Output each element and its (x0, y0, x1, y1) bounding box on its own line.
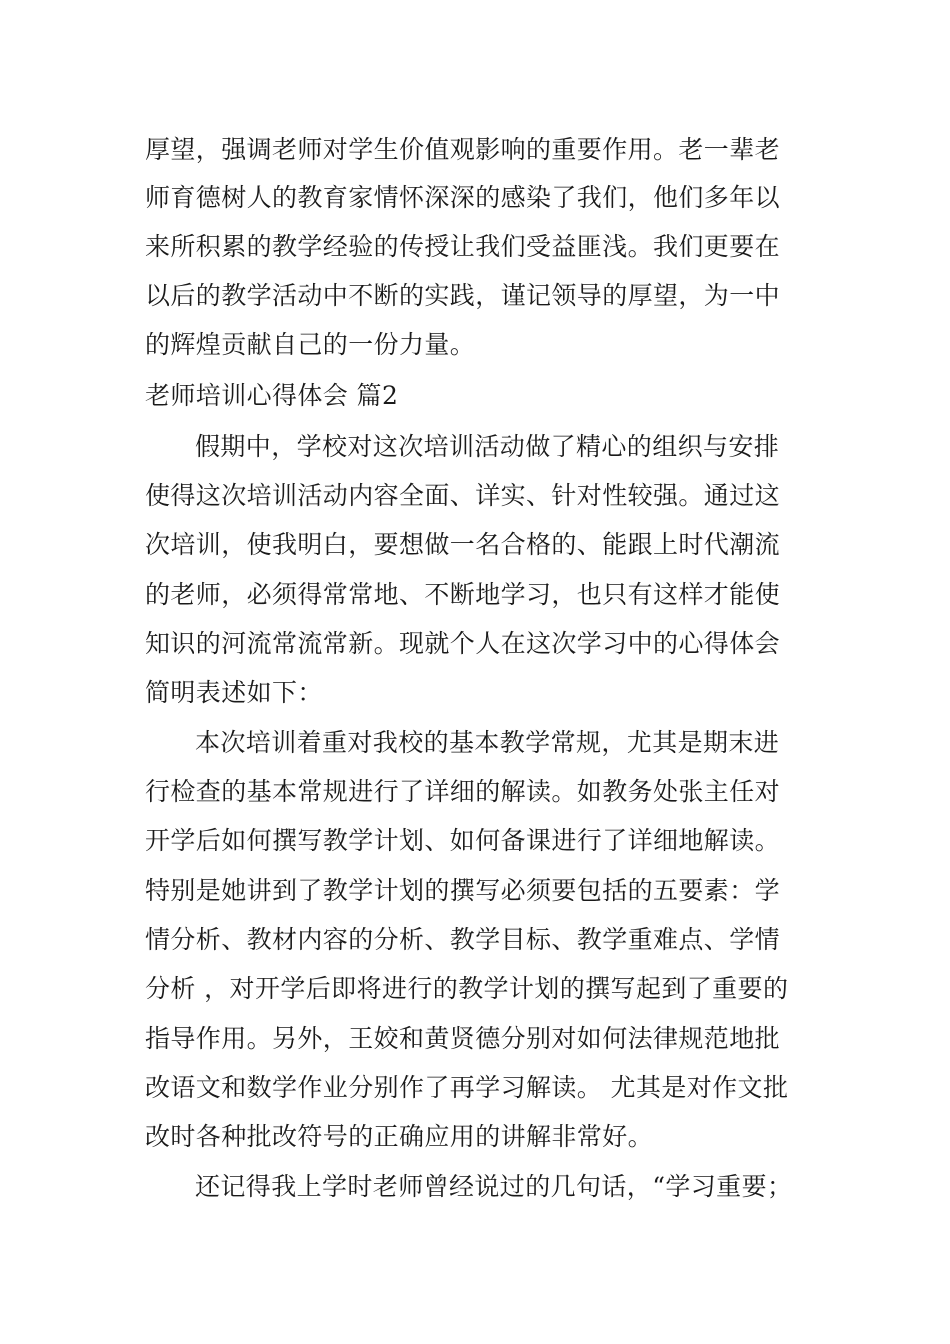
paragraph-line: 知识的河流常流常新。现就个人在这次学习中的心得体会 (145, 629, 781, 658)
paragraph-line: 指导作用。另外，王姣和黄贤德分别对如何法律规范地批 (145, 1024, 781, 1053)
paragraph-line: 分析 ，对开学后即将进行的教学计划的撰写起到了重要的 (145, 974, 789, 1003)
paragraph-line: 还记得我上学时老师曾经说过的几句话，“学习重要； (195, 1172, 793, 1201)
paragraph-line: 改语文和数学作业分别作了再学习解读。 尤其是对作文批 (145, 1073, 789, 1102)
paragraph-line: 简明表述如下： (145, 678, 323, 707)
paragraph-line: 以后的教学活动中不断的实践，谨记领导的厚望，为一中 (145, 281, 781, 310)
paragraph-line: 使得这次培训活动内容全面、详实、针对性较强。通过这 (145, 481, 781, 510)
paragraph-line: 假期中，学校对这次培训活动做了精心的组织与安排 (195, 432, 780, 461)
paragraph-line: 厚望，强调老师对学生价值观影响的重要作用。老一辈老 (145, 135, 781, 164)
paragraph-line: 本次培训着重对我校的基本教学常规，尤其是期末进 (195, 728, 780, 757)
paragraph-line: 特别是她讲到了教学计划的撰写必须要包括的五要素：学 (145, 876, 781, 905)
section-heading: 老师培训心得体会 篇2 (145, 381, 399, 410)
paragraph-line: 师育德树人的教育家情怀深深的感染了我们，他们多年以 (145, 183, 781, 212)
paragraph-line: 次培训，使我明白，要想做一名合格的、能跟上时代潮流 (145, 530, 781, 559)
paragraph-line: 情分析、教材内容的分析、教学目标、教学重难点、学情 (145, 925, 781, 954)
paragraph-line: 的辉煌贡献自己的一份力量。 (145, 330, 476, 359)
paragraph-line: 开学后如何撰写教学计划、如何备课进行了详细地解读。 (145, 826, 781, 855)
paragraph-line: 改时各种批改符号的正确应用的讲解非常好。 (145, 1122, 654, 1151)
paragraph-line: 来所积累的教学经验的传授让我们受益匪浅。我们更要在 (145, 232, 781, 261)
paragraph-line: 的老师，必须得常常地、不断地学习，也只有这样才能使 (145, 580, 781, 609)
paragraph-line: 行检查的基本常规进行了详细的解读。如教务处张主任对 (145, 777, 781, 806)
